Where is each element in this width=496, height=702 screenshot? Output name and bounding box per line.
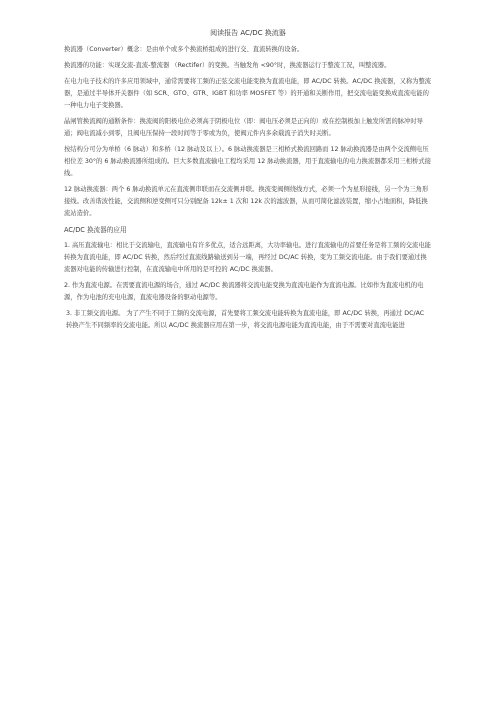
- paragraph-concept: 换流器（Converter）概念：是由单个或多个换流桥组成的进行交、直流转换的设备。: [64, 46, 304, 53]
- document-title: 阅读报告 AC/DC 换流器: [210, 29, 286, 37]
- application-item-dc-power: 2. 作为直流电源。在需要直流电源的场合，通过 AC/DC 换流器将交流电能变换为直流电能作为直流电源。比如作为直流电机的电源，作为电池的充电电源，直流电器设备的驱动电源等。: [64, 282, 424, 301]
- application-item-hvdc: 1. 高压直流输电：相比于交流输电，直流输电有许多优点，适合远距离，大功率输电。进行直流输电的首要任务是将工频的交流电能转换为直流电能，即 AC/DC 转换，然后经过直流线路输送到另一端，再经过 DC/AC 转换，变为工频交流电能。由于我们要通过换流器对电能的传输进行控制，在直流输电中所用的是可控的 AC/DC 换流器。: [64, 242, 431, 273]
- section-heading-applications: AC/DC 换流器的应用: [64, 226, 127, 234]
- paragraph-function: 换流器的功能：实现交流-直流-整流器 （Rectifer）的变换。当触发角 <90°时，换流器运行于整流工况，叫整流器。: [64, 62, 391, 69]
- paragraph-ac-dc-conversion: 在电力电子技术的许多应用领域中，通常需要将工频的正弦交流电能变换为直流电能，即 AC/DC 转换。AC/DC 换流器，又称为整流器，是通过半导体开关器件（如 SCR、GTO、GTR、IGBT 和功率 MOSFET 等）的开通和关断作用，把交流电能变换成直流电能的一种电力电子变换器。: [64, 78, 432, 109]
- paragraph-thyristor-conditions: 晶闸管换流阀的通断条件：换流阀的阳极电位必须高于阴极电位（即：阀电压必须是正向的）或在控制极加上触发所需的脉冲时导通；阀电流减小到零，且阀电压保持一段时间等于零或为负，使阀元件内多余载流子消失时关断。: [64, 118, 423, 137]
- paragraph-structure: 按结构分可分为单桥（6 脉动）和多桥（12 脉动及以上）。6 脉动换流器是三相桥式换流回路而 12 脉动换流器是由两个交流侧电压相位差 30°的 6 脉动换流器所组成的。巨大多数直流输电工程均采用 12 脉动换流器，用于直流输电的电力换流器都采用三相桥式接线。: [64, 146, 431, 177]
- application-item-nonstandard-ac: 3. 非工频交流电源。 为了产生不同于工频的交流电源，首先要将工频交流电能转换为直流电能，即 AC/DC 转换，再通过 DC/AC 转换产生不同频率的交流电能。所以 AC/DC 换流器应用在第一步，将交流电源电能为直流电能，由于不需要对直流电能进: [66, 310, 425, 329]
- paragraph-12-pulse: 12 脉动换流器：两个 6 脉动换流单元在直流侧串联而在交流侧并联。换流变阀侧绕线方式，必须一个为星形接线，另一个为三角形接线。改善谐波性能，交流侧和逆变侧可只分别配备 12k± 1 次和 12k 次的滤波器，从而可简化滤波装置，缩小占地面积，降低换流站造价。: [64, 186, 429, 217]
